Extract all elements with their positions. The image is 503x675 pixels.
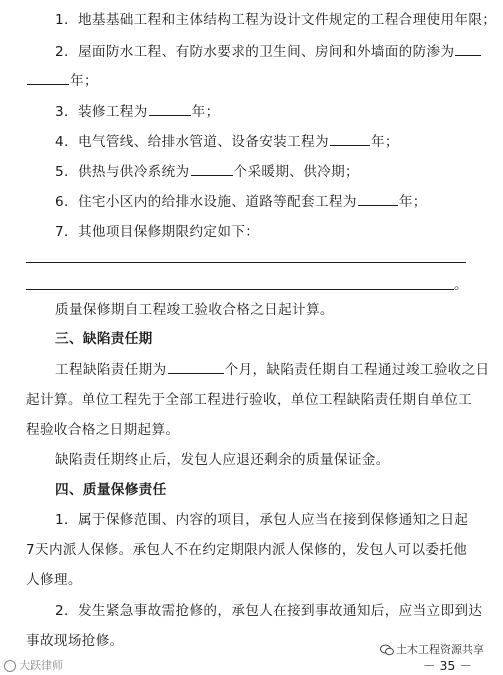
warranty-start-note [55,301,334,319]
responsibility-item-1-line-2 [26,541,467,559]
fill-blank[interactable] [149,103,191,116]
warranty-item-7-text: 7．其他项目保修期限约定如下： [55,224,260,240]
defect-period-text: 工程缺陷责任期为 [55,362,167,378]
responsibility-item-1-line-3 [26,571,82,589]
watermark-left-text: 大跃律师 [19,659,63,672]
defect-period-text-d: 程验收合格之日期起算。 [26,422,180,438]
responsibility-item-2-line-2 [26,632,124,650]
defect-period-para-2-text: 缺陷责任期终止后，发包人应退还剩余的质量保证金。 [55,452,390,468]
warranty-item-3-suffix: 年； [191,104,220,120]
defect-period-para-line-2 [26,391,472,409]
weibo-icon [4,660,16,672]
defect-period-para-line-3 [26,421,179,439]
responsibility-item-1-text-c: 人修理。 [26,572,82,588]
defect-period-text-c: 起计算。单位工程先于全部工程进行验收，单位工程缺陷责任期自单位工 [26,392,473,408]
warranty-item-2-suffix: 年； [70,73,98,89]
page-number [423,656,472,674]
responsibility-item-1-text-b: 7天内派人保修。承包人不在约定期限内派人保修的，发包人可以委托他 [26,542,468,558]
fill-line-end-mark [454,276,468,294]
warranty-item-5-suffix: 个采暖期、供冷期； [233,164,359,180]
fill-blank[interactable] [330,133,370,146]
fill-blank[interactable] [27,72,69,85]
section-heading-defect-period [55,330,153,348]
fill-line[interactable] [26,262,466,263]
warranty-item-2 [55,43,482,61]
warranty-item-5 [55,163,359,181]
warranty-item-6 [55,193,427,211]
watermark-left [4,657,63,673]
warranty-item-2-text: 2．屋面防水工程、有防水要求的卫生间、房间和外墙面的防渗为 [55,44,455,60]
fill-blank[interactable] [168,361,224,374]
period-mark: 。 [454,277,468,293]
warranty-item-3 [55,103,220,121]
section-4-heading: 四、质量保修责任 [55,482,167,498]
warranty-start-note-text: 质量保修期自工程竣工验收合格之日起计算。 [55,302,334,318]
responsibility-item-2-line-1 [55,602,482,620]
wechat-icon [380,644,394,656]
warranty-item-4-suffix: 年； [370,134,399,150]
page-number-text: － 35 － [423,658,472,673]
warranty-item-6-text: 6．住宅小区内的给排水设施、道路等配套工程为 [55,194,357,210]
warranty-item-1 [55,11,496,29]
responsibility-item-2-text-b: 事故现场抢修。 [26,633,124,649]
warranty-item-3-text: 3．装修工程为 [55,104,148,120]
responsibility-item-1-line-1 [55,511,468,529]
fill-blank[interactable] [191,163,233,176]
defect-period-text-b: 个月，缺陷责任期自工程通过竣工验收之日 [224,362,490,378]
warranty-item-5-text: 5．供热与供冷系统为 [55,164,190,180]
warranty-item-1-text: 1．地基基础工程和主体结构工程为设计文件规定的工程合理使用年限； [55,12,497,28]
fill-line[interactable] [26,289,454,290]
watermark-right-text: 土木工程资源共享 [396,643,484,656]
responsibility-item-2-text: 2．发生紧急事故需抢修的，承包人在接到事故通知后，应当立即到达 [55,603,483,619]
responsibility-item-1-text: 1．属于保修范围、内容的项目，承包人应当在接到保修通知之日起 [55,512,469,528]
warranty-item-6-suffix: 年； [398,194,427,210]
fill-blank[interactable] [358,193,398,206]
section-3-heading: 三、缺陷责任期 [55,331,153,347]
warranty-item-7 [55,223,259,241]
warranty-item-4-text: 4．电气管线、给排水管道、设备安装工程为 [55,134,329,150]
warranty-item-4 [55,133,399,151]
section-heading-warranty-responsibility [55,481,167,499]
watermark-right [380,641,484,657]
warranty-item-2-cont [26,72,98,90]
defect-period-para-2 [55,451,390,469]
fill-blank[interactable] [455,43,481,56]
defect-period-para-line-1 [55,361,490,379]
